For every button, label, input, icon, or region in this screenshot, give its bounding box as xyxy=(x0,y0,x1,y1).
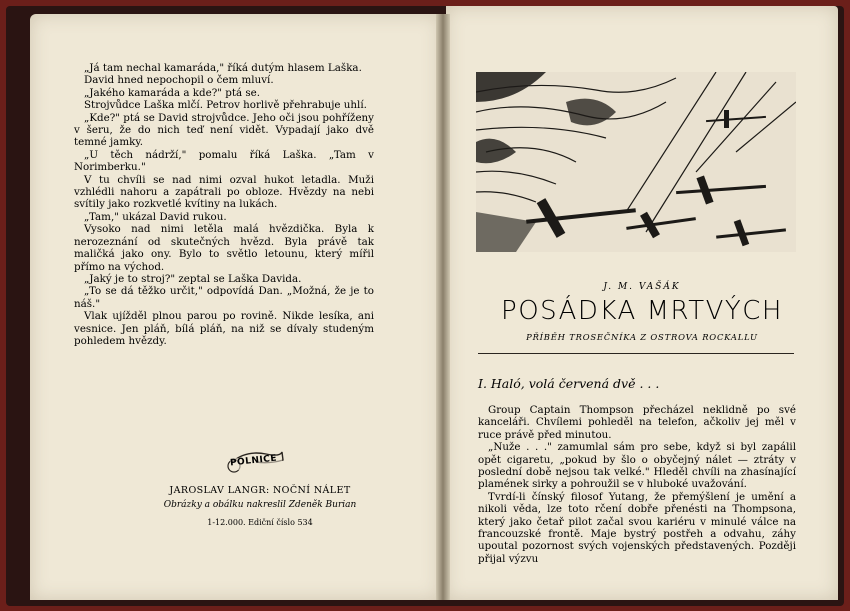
page-title: POSÁDKA MRTVÝCH xyxy=(501,296,783,326)
paragraph: „To se dá těžko určit," odpovídá Dan. „Možná, že je to náš." xyxy=(74,285,374,310)
paragraph: Group Captain Thompson přecházel neklidně po své kanceláři. Chvílemi pohleděl na telefon, ačkoliv jej měl v ruce právě před minutou. xyxy=(478,404,796,441)
paragraph: „Jakého kamaráda a kde?" ptá se. xyxy=(84,86,261,99)
paragraph: „Jaký je to stroj?" zeptal se Laška Davida. xyxy=(84,272,302,285)
author: J. M. VAŠÁK xyxy=(603,282,681,292)
bomber-illustration xyxy=(476,72,796,252)
imprint-edition: 1-12.000. Ediční číslo 534 xyxy=(207,518,313,527)
imprint xyxy=(140,484,380,530)
imprint-title: JAROSLAV LANGR: NOČNÍ NÁLET xyxy=(169,485,351,496)
divider xyxy=(478,353,794,354)
paragraph: Tvrdí-li čínský filosof Yutang, že přemýšlení je umění a nikoli věda, lze toto rčení dobře přenésti na Thompsona, který jako četař pilot začal svou kariéru v minulé válce na francouzské frontě. Maje bystrý postřeh a odvahu, záhy upoutal pozornost svých vojenských představených. Později přijal výzvu xyxy=(478,490,796,565)
imprint-illustrator: Obrázky a obálku nakreslil Zdeněk Burian xyxy=(163,500,357,510)
paragraph: V tu chvíli se nad nimi ozval hukot letadla. Muži vzhlédli nahoru a zapátrali po obloze. Hvězdy na nebi svítily jako rozkvetlé kvítiny na lukách. xyxy=(74,173,374,211)
polnice-logo-label: POLNICE xyxy=(229,453,278,469)
paragraph: „Tam," ukázal David rukou. xyxy=(84,210,227,223)
left-page-text xyxy=(74,62,374,347)
paragraph: „Nuže . . ." zamumlal sám pro sebe, když si byl zapálil opět cigaretu, „pokud by šlo o obyčejný nálet — ztráty v poslední době nejsou tak velké." Hleděl chvíli na zhasínající plamének sirky a pohroužil se v hluboké uvažování. xyxy=(478,441,796,491)
subtitle: PŘÍBĚH TROSEČNÍKA Z OSTROVA ROCKALLU xyxy=(526,332,758,342)
paragraph: David hned nepochopil o čem mluví. xyxy=(84,74,274,87)
paragraph: Strojvůdce Laška mlčí. Petrov horlivě přehrabuje uhlí. xyxy=(84,99,367,112)
paragraph: „Já tam nechal kamaráda," říká dutým hlasem Laška. xyxy=(84,62,362,74)
paragraph: Vysoko nad nimi letěla malá hvězdička. Byla k nerozeznání od skutečných hvězd. Byla právě tak maličká jako ony. Bylo to světlo letounu, který mířil přímo na východ. xyxy=(74,223,374,273)
paragraph: „Kde?" ptá se David strojvůdce. Jeho oči jsou pohříženy v šeru, že do nich teď není vidět. Vypadají jako dvě temné jamky. xyxy=(74,111,374,149)
right-page-text xyxy=(478,404,796,565)
paragraph: Vlak ujížděl plnou parou po rovině. Nikde lesíka, ani vesnice. Jen pláň, bílá pláň, na niž se dívaly studeným pohledem hvězdy. xyxy=(74,310,374,347)
paragraph: „U těch nádrží," pomalu říká Laška. „Tam v Norimberku." xyxy=(74,148,374,174)
chapter-heading: I. Haló, volá červená dvě . . . xyxy=(478,376,660,391)
